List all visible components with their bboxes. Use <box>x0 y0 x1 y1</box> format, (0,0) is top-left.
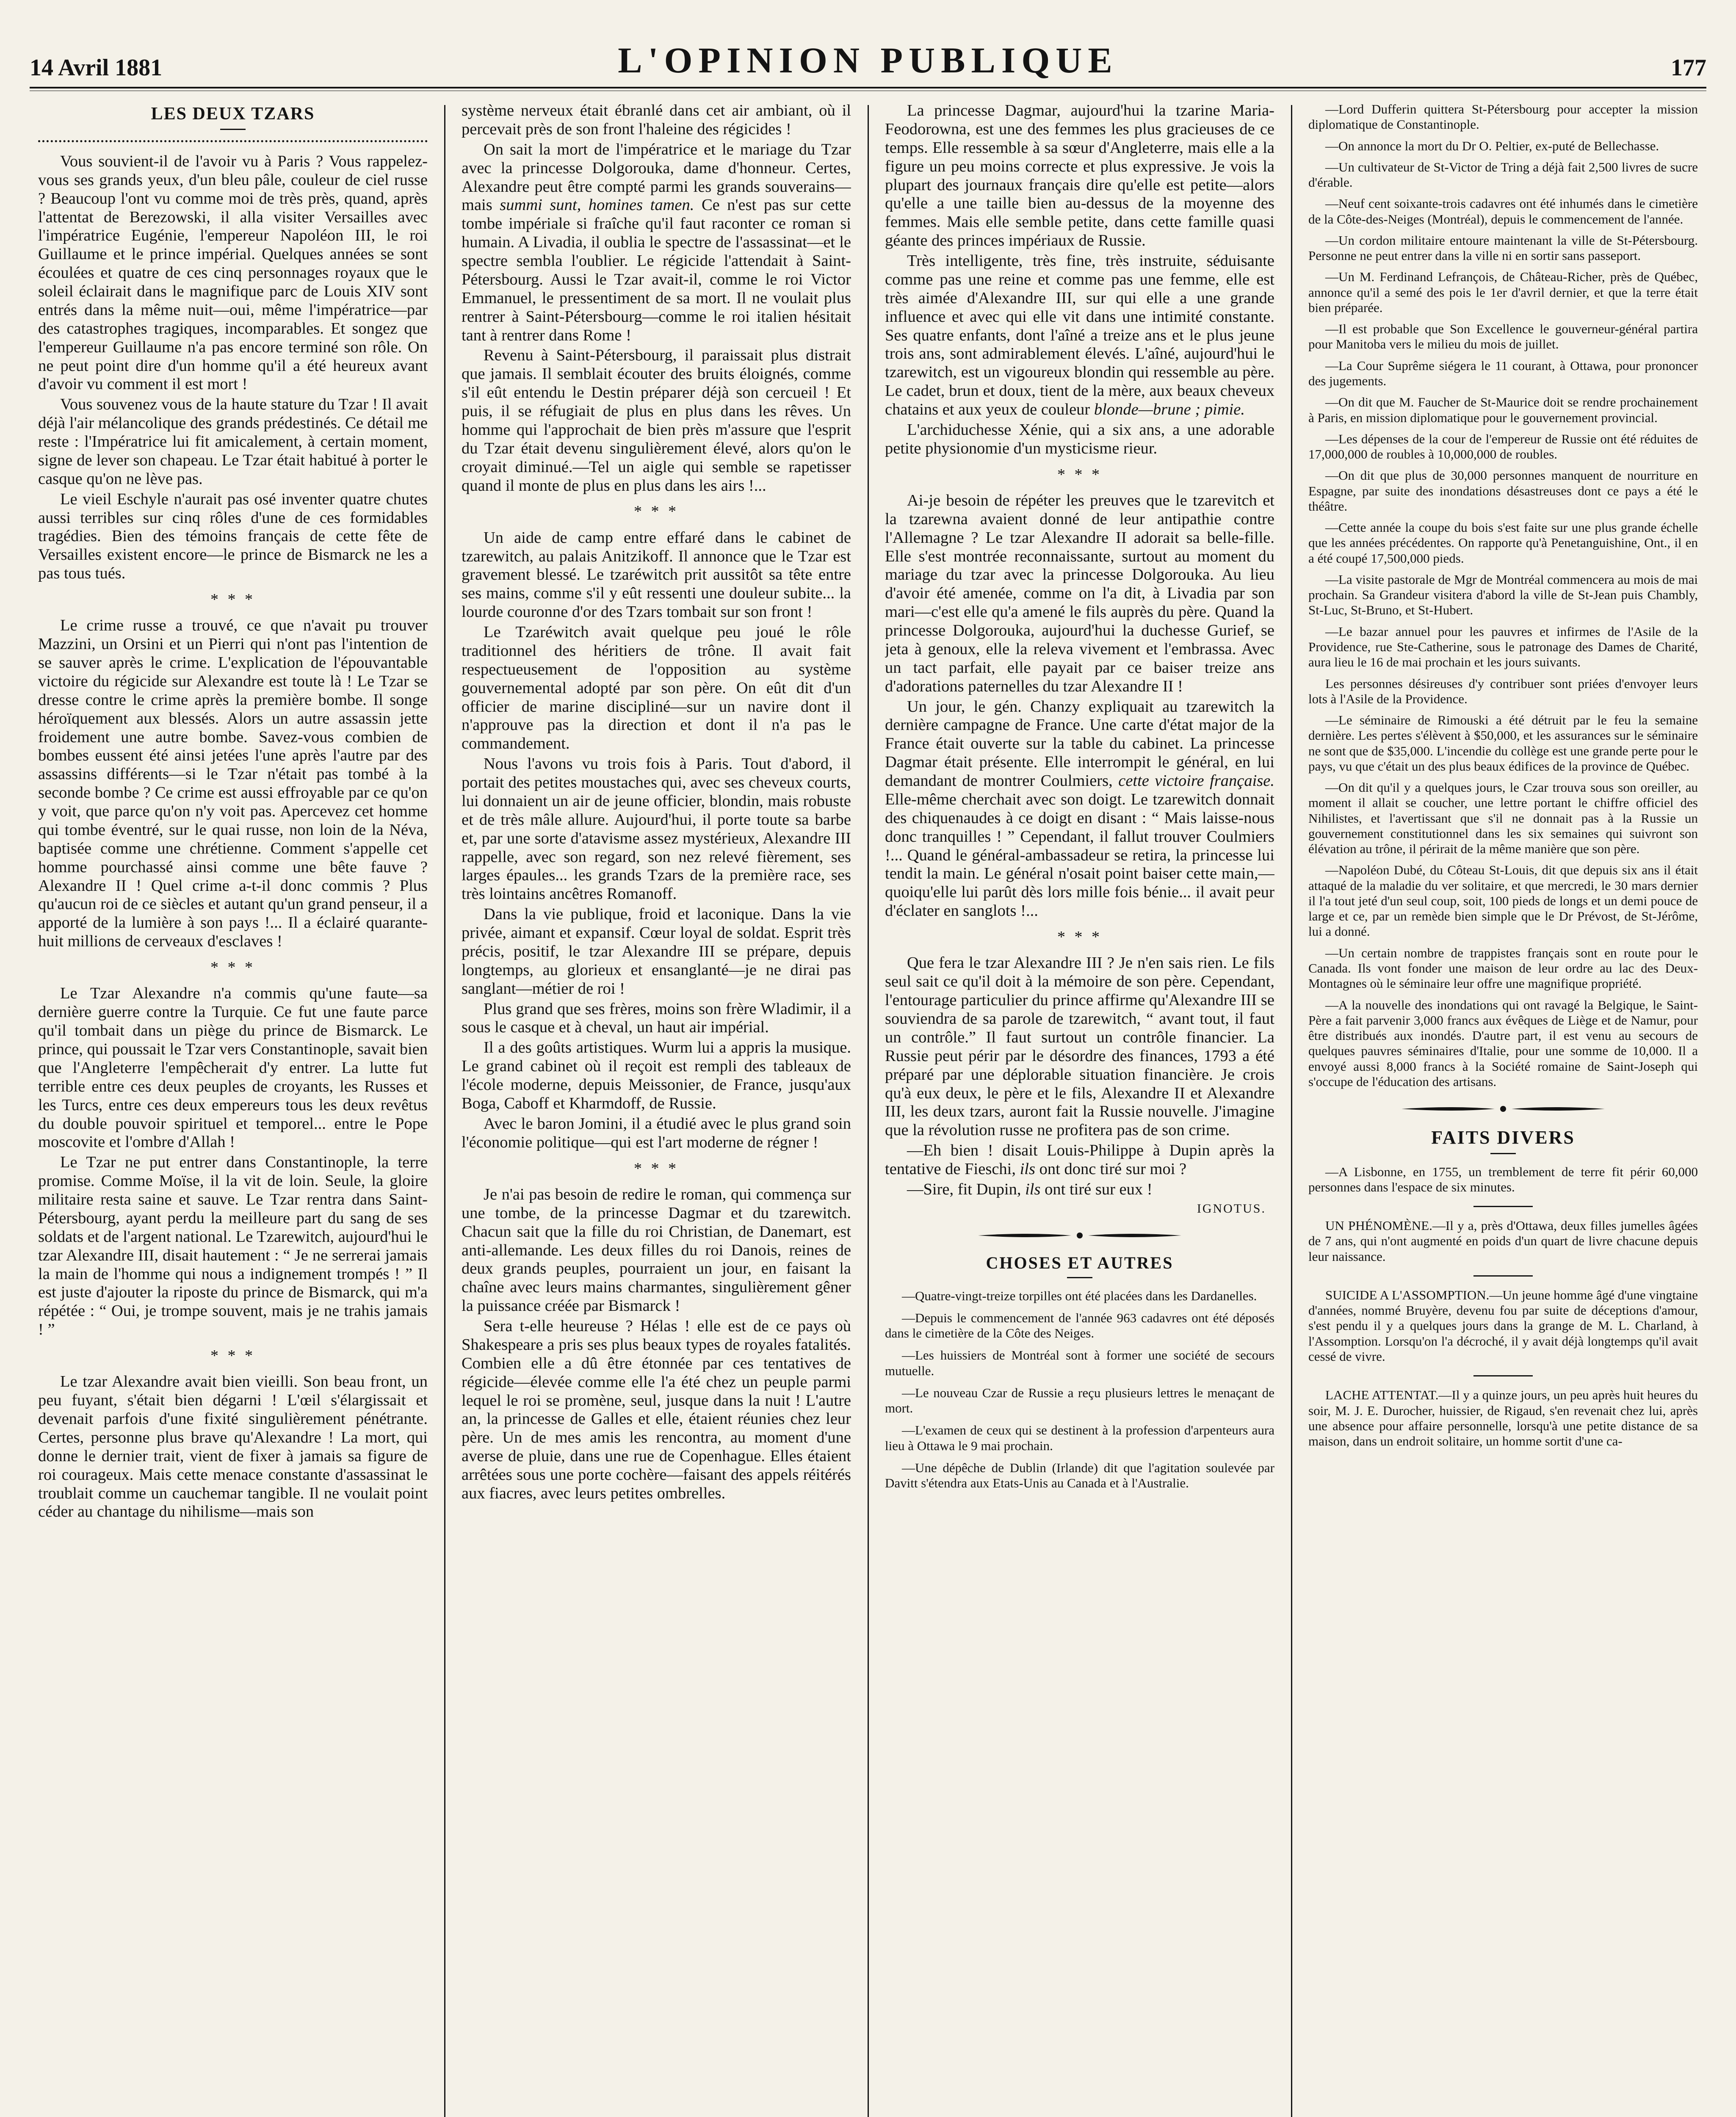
asterism: * * * <box>210 591 255 608</box>
paragraph: Avec le baron Jomini, il a étudié avec le plus grand soin l'économie politique—qui est l'art moderne de régner ! <box>462 1114 851 1151</box>
news-item: —Un certain nombre de trappistes français sont en route pour le Canada. Ils vont fonder une maison de leur ordre au lac des Deux-Montagnes où le séminaire leur offre une magnifique propriété. <box>1308 945 1698 991</box>
paragraph: Plus grand que ses frères, moins son frère Wladimir, il a sous le casque et à cheval, un haut air impérial. <box>462 1000 851 1036</box>
paragraph: système nerveux était ébranlé dans cet air ambiant, où il percevait près de son front l'haleine des régicides ! <box>462 102 851 138</box>
paragraph <box>885 252 1274 419</box>
section-heading-faits-divers: FAITS DIVERS <box>1431 1127 1575 1148</box>
paragraph: Le tzar Alexandre avait bien vieilli. Son beau front, un peu fuyant, s'était bien dégarni ! L'œil s'élargissait et devenait parfois d'une fixité singulièrement pénétrante. Certes, personne plus brave qu'Alexandre ! La mort, qui donne le dernier trait, vient de fixer à jamais sa figure de roi courageux. Mais cette menace constante d'assassinat le troublait comme un cauchemar tangible. Il ne voulait point céder au chantage du nihilisme—mais son <box>38 1373 428 1521</box>
paragraph: Vous souvenez vous de la haute stature du Tzar ! Il avait déjà l'air mélancolique des grands prédestinés. Ce détail me reste : l'Impératrice lui fit amicalement, à certain moment, signe de lever son chapeau. Le Tzar était habitué à porter le casque qu'on ne lève pas. <box>38 395 428 488</box>
news-item: —Neuf cent soixante-trois cadavres ont été inhumés dans le cimetière de la Côte-des-Neiges (Montréal), depuis le commencement de l'année. <box>1308 196 1698 227</box>
column-1 <box>38 102 428 2117</box>
ornamental-divider <box>1402 1104 1605 1114</box>
ornamental-divider <box>978 1230 1181 1241</box>
text-run: Ce n'est pas sur cette tombe impériale si fraîche qu'il faut raconter ce roman si humain. A Livadia, il oublia le spectre de l'assassinat—et le spectre sembla l'oublier. Le régicide l'attendait à Saint-Pétersbourg. Aussi le Tzar avait-il, comme le roi Victor Emmanuel, le pressentiment de sa mort. Il ne voulait plus rentrer à Saint-Pétersbourg—comme le roi italien hésitait tant à rentrer dans Rome ! <box>462 196 851 344</box>
text-run: —Eh bien ! disait Louis-Philippe à Dupin après la tentative de Fieschi, <box>885 1141 1274 1178</box>
item-divider <box>1473 1275 1533 1277</box>
text-run: —Sire, fit Dupin, <box>907 1180 1026 1198</box>
asterism: * * * <box>1057 928 1102 946</box>
paragraph: Dans la vie publique, froid et laconique. Dans la vie privée, aimant et expansif. Cœur loyal de soldat. Esprit très précis, positif, le tzar Alexandre III se prépare, depuis longtemps, au glorieux et ensanglanté—je ne dirai pas sanglant—métier de roi ! <box>462 905 851 998</box>
column-2 <box>462 102 851 2117</box>
author-signature: IGNOTUS. <box>1197 1201 1266 1216</box>
paragraph <box>885 698 1274 921</box>
news-item: —La visite pastorale de Mgr de Montréal commencera au mois de mai prochain. Sa Grandeur visitera d'abord la ville de St-Jean puis Chambly, St-Luc, St-Bruno, et St-Hubert. <box>1308 572 1698 618</box>
text-run: Très intelligente, très fine, très instruite, séduisante comme pas une reine et comme pas une femme, elle est très aimée d'Alexandre III, sur qui elle a une grande influence et avec qui elle vit dans une intimité constante. Ses quatre enfants, dont l'aîné a treize ans et le plus jeune trois ans, sont admirablement élevés. L'aîné, aujourd'hui le tzarewitch, est un vigoureux blondin qui ressemble au père. Le cadet, brun et doux, tient de la mère, aux beaux cheveux chatains et aux yeux de couleur <box>885 252 1274 418</box>
heading-dash <box>1490 1153 1516 1154</box>
text-run: On sait la mort de l'impératrice et le mariage du Tzar avec la princesse Dolgorouka, dame d'honneur. Certes, Alexandre peut être compté parmi les grands souverains—mais <box>462 140 851 214</box>
text-run: ont tiré sur eux ! <box>1040 1180 1153 1198</box>
heading-dash <box>1067 1277 1092 1278</box>
news-item: —A la nouvelle des inondations qui ont ravagé la Belgique, le Saint-Père a fait parvenir 3,000 francs aux évêques de Liège et de Namur, pour être distribués aux inondés. D'autre part, il est venu au secours de quelques pauvres séminaires d'Italie, pour une somme de 10,000. Il a envoyé aussi 8,000 francs à la Société romaine de Saint-Joseph qui s'occupe de l'éducation des artisans. <box>1308 997 1698 1089</box>
news-item: LACHE ATTENTAT.—Il y a quinze jours, un peu après huit heures du soir, M. J. E. Durocher, huissier, de Rigaud, s'en revenait chez lui, après une absence pour affaire personnelle, lorsqu'à une petite distance de sa maison, dans un endroit solitaire, un homme sortit d'une ca- <box>1308 1387 1698 1449</box>
paragraph: Ai-je besoin de répéter les preuves que le tzarevitch et la tzarewna avaient donné de leur antipathie contre l'Allemagne ? Le tzar Alexandre II adorait sa belle-fille. Elle s'est montrée reconnaissante, surtout au moment du mariage du tzar avec la princesse Dolgorouka. Au lieu d'avoir été amenée, comme on l'a dit, à Livadia par son mari—c'est elle qu'a amené le fils auprès du père. Quand la princesse Dolgorouka, aujourd'hui la duchesse Gurief, se jeta à genoux, elle la releva vivement et l'embrassa. Avec un tact parfait, elle payait par ce baiser treize ans d'adorations paternelles du tzar Alexandre II ! <box>885 491 1274 695</box>
paragraph <box>885 1180 1274 1199</box>
paragraph: Le Tzar ne put entrer dans Constantinople, la terre promise. Comme Moïse, il la vit de loin. Seule, la gloire militaire resta saine et sauve. Le Tzar rentra dans Saint-Pétersbourg, ayant perdu la meilleure part du sang de ses soldats et de l'argent national. Le Tzarewitch, aujourd'hui le tzar Alexandre III, disait hautement : “ Je ne serrerai jamais la main de l'homme qui nous a indignement trompés ! ” Il est juste d'ajouter la riposte du prince de Bismarck, qui m'a répétée : “ Oui, je trompe souvent, mais je ne trahis jamais ! ” <box>38 1153 428 1339</box>
news-item: —Un cordon militaire entoure maintenant la ville de St-Pétersbourg. Personne ne peut entrer dans la ville ni en sortir sans passeport. <box>1308 232 1698 263</box>
paragraph: Que fera le tzar Alexandre III ? Je n'en sais rien. Le fils seul sait ce qu'il doit à la mémoire de son père. Cependant, l'entourage particulier du prince affirme qu'Alexandre III se souviendra de sa parole de tzarewitch, “ avant tout, il faut un contrôle.” Il faut surtout un contrôle financier. La Russie peut périr par le désordre des finances, 1793 a été préparé par une déplorable situation financière. Je crois qu'à eux deux, le père et le fils, Alexandre II et Alexandre III, les deux tzars, auront fait la Russie nouvelle. J'imagine que la révolution russe ne profitera pas de son crime. <box>885 954 1274 1139</box>
news-item: SUICIDE A L'ASSOMPTION.—Un jeune homme âgé d'une vingtaine d'années, nommé Bruyère, devenu fou par suite de déceptions d'amour, s'est pendu il y a quelques jours dans la grange de M. L. Charland, à l'Assomption. Lorsqu'on l'a décroché, il y avait déjà longtemps qu'il avait cessé de vivre. <box>1308 1287 1698 1364</box>
paragraph <box>462 141 851 345</box>
column-4 <box>1308 102 1698 2117</box>
asterism: * * * <box>634 503 679 521</box>
paragraph: Sera t-elle heureuse ? Hélas ! elle est de ce pays où Shakespeare a pris ses plus beaux types de royales fatalités. Combien elle a dû être étonnée par ces tentatives de régicide—élevée comme elle l'a été chez un peuple parmi lequel le roi se promène, seul, jusque dans la nuit ! L'autre an, la princesse de Galles et elle, étaient réunies chez leur père. Un de mes amis les rencontra, au moment d'une averse de pluie, dans une rue de Copenhague. Elles étaient arrêtées sous une porte cochère—faisant des appels réitérés aux fiacres, avec leurs petites ombrelles. <box>462 1317 851 1502</box>
news-item: —Il est probable que Son Excellence le gouverneur-général partira pour Manitoba vers le milieu du mois de juillet. <box>1308 321 1698 352</box>
column-rule <box>868 105 869 2117</box>
ornament-graphic <box>978 1230 1181 1241</box>
column-rule <box>444 105 445 2117</box>
asterism: * * * <box>634 1159 679 1177</box>
article-heading-deux-tzars: LES DEUX TZARS <box>151 104 315 124</box>
asterism: * * * <box>1057 465 1102 484</box>
newspaper-title: L'OPINION PUBLIQUE <box>618 40 1118 80</box>
paragraph: Nous l'avons vu trois fois à Paris. Tout d'abord, il portait des petites moustaches qui, avec ses cheveux courts, lui donnaient un air de jeune officier, blondin, mais robuste et de très mâle allure. Aujourd'hui, il porte toute sa barbe et, par une sorte d'atavisme assez mystérieux, Alexandre III rappelle, avec son regard, son nez relevé fièrement, ses larges épaules... les grands Tzars de la première race, ses très lointains ancêtres Romanoff. <box>462 755 851 903</box>
issue-date: 14 Avril 1881 <box>30 55 163 81</box>
news-item: —A Lisbonne, en 1755, un tremblement de terre fit périr 60,000 personnes dans l'espace de six minutes. <box>1308 1164 1698 1194</box>
masthead-rule <box>30 87 1706 88</box>
paragraph: Un aide de camp entre effaré dans le cabinet de tzarewitch, au palais Anitzikoff. Il annonce que le Tzar est gravement blessé. Le tzaréwitch prit aussitôt sa tête entre ses mains, comme s'il y eût ressenti une douleur subite... la lourde couronne d'or des Tzars tombait sur son front ! <box>462 528 851 621</box>
text-run: ont donc tiré sur moi ? <box>1035 1160 1187 1178</box>
news-item: Les personnes désireuses d'y contribuer sont priées d'envoyer leurs lots à l'Asile de la Providence. <box>1308 676 1698 706</box>
italic-text: cette victoire française. <box>1118 772 1274 790</box>
news-item: —Quatre-vingt-treize torpilles ont été placées dans les Dardanelles. <box>902 1288 1257 1303</box>
page-number: 177 <box>1671 55 1706 81</box>
section-heading-choses-et-autres: CHOSES ET AUTRES <box>986 1253 1174 1272</box>
item-divider <box>1473 1375 1533 1376</box>
news-item: —Les huissiers de Montréal sont à former une société de secours mutuelle. <box>885 1348 1274 1378</box>
text-run: Un jour, le gén. Chanzy expliquait au tzarewitch la dernière campagne de France. Une carte d'état major de la France était ouverte sur la table du cabinet. La princesse Dagmar était présente. Elle interrompit le général, en lui demandant de montrer Coulmiers, <box>885 697 1274 790</box>
news-item: —L'examen de ceux qui se destinent à la profession d'arpenteurs aura lieu à Ottawa le 9 mai prochain. <box>885 1423 1274 1453</box>
paragraph <box>885 1141 1274 1179</box>
column-rule <box>1291 105 1292 2117</box>
news-item: —On dit que plus de 30,000 personnes manquent de nourriture en Espagne, par suite des inondations désastreuses dont ce pays a été le théâtre. <box>1308 468 1698 514</box>
ornament-graphic <box>1402 1104 1605 1114</box>
paragraph: Le crime russe a trouvé, ce que n'avait pu trouver Mazzini, un Orsini et un Pierri qui n'ont pas l'intention de se sauver après le crime. L'explication de l'épouvantable victoire du régicide sur Alexandre est toute là ! Le Tzar se dresse contre le crime après la première bombe. Il songe héroïquement aux blessés. Alors un autre assassin jette froidement une autre bombe. Savez-vous combien de bombes eussent été ainsi jetées l'une après l'autre par des assassins différents—si le Tzar n'était pas tombé à la seconde bombe ? Ce crime est aussi effroyable par ce qu'on y voit, que parce qu'on n'y voit pas. Apercevez cet homme qui tombe éventré, sur le quai russe, non loin de la Néva, baptisée comme une chrétienne. Comment s'appelle cet homme pourchassé ainsi comme une bête fauve ? Alexandre II ! Quel crime a-t-il donc commis ? Plus qu'aucun roi de ce siècles et autant qu'un grand penseur, il a apporté de la lumière à son pays !... Il a éclairé quarante-huit millions de cerveaux d'esclaves ! <box>38 616 428 951</box>
news-item: —Les dépenses de la cour de l'empereur de Russie ont été réduites de 17,000,000 de roubles à 10,000,000 de roubles. <box>1308 431 1698 462</box>
dotted-divider <box>38 140 428 142</box>
columns <box>38 102 1698 2117</box>
news-list-choses <box>885 1288 1274 1491</box>
news-item: —Le bazar annuel pour les pauvres et infirmes de l'Asile de la Providence, rue Ste-Catherine, sous le patronage des Dames de Charité, aura lieu le 16 de mai prochain et les jours suivants. <box>1308 624 1698 670</box>
news-item: —Napoléon Dubé, du Côteau St-Louis, dit que depuis six ans il était attaqué de la maladie du ver solitaire, et que mercredi, le 30 mars dernier il l'a tout jeté d'un seul coup, soit, 100 pieds de longs et un demi pouce de large et ce, par un remède bien simple que le Dr Prévost, de St-Jérôme, lui a donné. <box>1308 862 1698 939</box>
news-item: —Depuis le commencement de l'année 963 cadavres ont été déposés dans le cimetière de la Côte des Neiges. <box>885 1310 1274 1341</box>
news-item: —Le séminaire de Rimouski a été détruit par le feu la semaine dernière. Les pertes s'élèvent à $50,000, et les assurances sur le séminaire ne sont que de $35,000. L'incendie du collège est une grande perte pour le pays, vu que c'était un des plus beaux édifices de la province de Québec. <box>1308 713 1698 774</box>
news-item: —On dit que M. Faucher de St-Maurice doit se rendre prochainement à Paris, en mission diplomatique pour le gouvernement provincial. <box>1308 395 1698 425</box>
asterism: * * * <box>210 1347 255 1365</box>
paragraph: Le vieil Eschyle n'aurait pas osé inventer quatre chutes aussi terribles sur cinq rôles d'une de ces formidables tragédies. Bien des témoins français de cette fête de Versailles existent encore—le prince de Bismarck ne les a pas tous tués. <box>38 490 428 583</box>
italic-text: ils <box>1025 1180 1041 1198</box>
news-item: UN PHÉNOMÈNE.—Il y a, près d'Ottawa, deux filles jumelles âgées de 7 ans, qui n'ont augmenté en poids d'un quart de livre chacune depuis leur naissance. <box>1308 1218 1698 1264</box>
paragraph: Le Tzar Alexandre n'a commis qu'une faute—sa dernière guerre contre la Turquie. Ce fut une faute parce qu'il tombait dans un piège du prince de Bismarck. Le prince, qui poussait le Tzar vers Constantinople, savait bien que l'Angleterre l'empêcherait d'y entrer. La lutte fut terrible entre ces deux peuples de croyants, les Russes et les Turcs, entre ces deux empereurs tous les deux revêtus du double pouvoir spirituel et temporel... entre le Pope moscovite et l'ombre d'Allah ! <box>38 984 428 1151</box>
masthead <box>30 26 1706 81</box>
news-item: —La Cour Suprême siégera le 11 courant, à Ottawa, pour prononcer des jugements. <box>1308 358 1698 388</box>
italic-text: ils <box>1020 1160 1035 1178</box>
paragraph: Il a des goûts artistiques. Wurm lui a appris la musique. Le grand cabinet où il reçoit est rempli des tableaux de l'école moderne, depuis Meissonier, de France, jusqu'aux Boga, Caboff et Kharmdoff, de Russie. <box>462 1039 851 1112</box>
paragraph: Vous souvient-il de l'avoir vu à Paris ? Vous rappelez-vous ses grands yeux, d'un bleu pâle, couleur de ciel russe ? Beaucoup l'ont vu comme moi de très près, quand, après l'attentat de Berezowski, il alla visiter Versailles avec l'impératrice Eugénie, l'empereur Napoléon III, le roi Guillaume et le prince impérial. Quelques années se sont écoulées et quatre de ces cinq personnages royaux que le soleil éclairait dans le magnifique parc de Louis XIV sont entrés dans la même nuit—oui, même l'impératrice—par des catastrophes tragiques, incomparables. Et songez que l'empereur Guillaume n'a pas encore terminé son rôle. On ne peut point dire d'un homme qu'il a été heureux avant d'avoir vu comment il est mort ! <box>38 152 428 393</box>
news-item: —Le nouveau Czar de Russie a reçu plusieurs lettres le menaçant de mort. <box>885 1385 1274 1416</box>
news-item: —Cette année la coupe du bois s'est faite sur une plus grande échelle que les années précédentes. On rapporte qu'à Penetanguishine, Ont., il en a été coupé 17,500,000 pieds. <box>1308 520 1698 566</box>
news-item: —Lord Dufferin quittera St-Pétersbourg pour accepter la mission diplomatique de Constantinople. <box>1308 102 1698 132</box>
heading-dash <box>220 129 246 130</box>
paragraph: La princesse Dagmar, aujourd'hui la tzarine Maria-Feodorowna, est une des femmes les plus gracieuses de ce temps. Elle ressemble à sa sœur d'Angleterre, mais elle a la figure un peu moins correcte et plus expressive. Je vois la plupart des journaux français dire qu'elle est petite—alors qu'elle a une taille bien au-dessus de la moyenne des femmes. Mais elle semble petite, dans cette famille quasi géante des princes impériaux de Russie. <box>885 102 1274 250</box>
text-run: Elle-même cherchait avec son doigt. Le tzarewitch donnait des chiquenaudes à ce doigt en disant : “ Mais laisse-nous donc tranquilles ! ” Cependant, il fallut trouver Coulmiers !... Quand le général-ambassadeur se retira, la princesse lui tendit la main. Le général n'osait point baiser cette main,—quoiqu'elle lui parût dès lors mille fois bénie... il avait peur d'éclater en sanglots !... <box>885 790 1274 920</box>
asterism: * * * <box>210 959 255 977</box>
italic-text: blonde—brune ; pimie. <box>1094 401 1245 418</box>
item-divider <box>1473 1206 1533 1207</box>
italic-quote: summi sunt, homines tamen. <box>500 196 694 214</box>
news-item: —Une dépêche de Dublin (Irlande) dit que l'agitation soulevée par Davitt s'étendra aux Etats-Unis au Canada et à l'Australie. <box>885 1460 1274 1491</box>
paragraph: Le Tzaréwitch avait quelque peu joué le rôle traditionnel des héritiers de trône. Il avait fait respectueusement de l'opposition au système gouvernemental adopté par son père. On eût dit d'un officier de marine discipliné—sur un navire dont il n'approuve pas la direction et dont il n'a pas le commandement. <box>462 623 851 753</box>
paragraph: Je n'ai pas besoin de redire le roman, qui commença sur une tombe, de la princesse Dagmar et du tzarewitch. Chacun sait que la fille du roi Christian, de Danemart, est anti-allemande. Les deux filles du roi Danois, reines de deux grands peuples, pourraient un jour, en faisant la chaîne avec leurs mains charmantes, singulièrement gêner la puissance créée par Bismarck ! <box>462 1185 851 1315</box>
paragraph: Revenu à Saint-Pétersbourg, il paraissait plus distrait que jamais. Il semblait écouter des bruits éloignés, comme s'il eût entendu le Destin préparer déjà son cercueil ! Et puis, il se réfugiait de plus en plus dans les rêves. Un homme qui l'approchait de bien près m'assure que l'esprit du Tzar était devenu singulièrement élevé, alors qu'on le croyait diminué.—Tel un aigle qui semble se rapetisser quand il monte de plus en plus dans les airs !... <box>462 346 851 495</box>
column-3 <box>885 102 1274 2117</box>
news-item: —Un cultivateur de St-Victor de Tring a déjà fait 2,500 livres de sucre d'érable. <box>1308 159 1698 190</box>
news-item: —Un M. Ferdinand Lefrançois, de Château-Richer, près de Québec, annonce qu'il a semé des pois le 1er d'avril dernier, et que la terre était bien préparée. <box>1308 269 1698 315</box>
news-item: —On dit qu'il y a quelques jours, le Czar trouva sous son oreiller, au moment il allait se coucher, une lettre portant le chiffre officiel des Nihilistes, et l'avertissant que s'il ne donnait pas à la Russie un gouvernement constitutionnel dans les six semaines qui suivront son élévation au trône, il périrait de la même manière que son père. <box>1308 780 1698 857</box>
news-item: —On annonce la mort du Dr O. Peltier, ex-puté de Bellechasse. <box>1325 138 1659 153</box>
paragraph: L'archiduchesse Xénie, qui a six ans, a une adorable petite physionomie d'un mysticisme rieur. <box>885 420 1274 457</box>
